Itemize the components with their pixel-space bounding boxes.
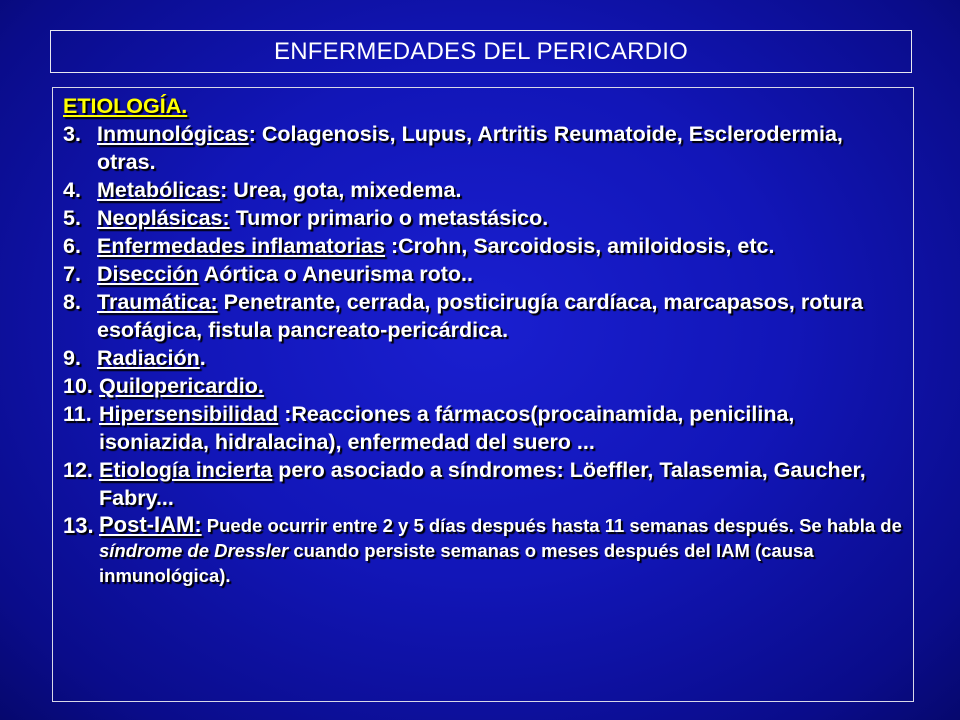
item-rest: Aórtica o Aneurisma roto.. bbox=[198, 262, 473, 286]
item-rest: . bbox=[199, 346, 206, 370]
item-number: 12. bbox=[63, 458, 93, 482]
item-number: 8. bbox=[63, 290, 81, 314]
item-number: 6. bbox=[63, 234, 81, 258]
content-box bbox=[52, 87, 914, 702]
list-item-10 bbox=[63, 372, 903, 400]
item-term: Neoplásicas: bbox=[97, 206, 230, 230]
list-item-3 bbox=[63, 120, 903, 176]
item-term: Hipersensibilidad bbox=[99, 402, 279, 426]
item-number: 3. bbox=[63, 122, 81, 146]
item-number: 11. bbox=[63, 402, 92, 426]
item-text bbox=[97, 344, 903, 372]
item-italic-term: síndrome de Dressler bbox=[99, 540, 289, 561]
list-item-9 bbox=[63, 344, 903, 372]
item-rest: :Reacciones a fármacos(procainamida, penicilina, isoniazida, hidralacina), enfermedad del suero ... bbox=[99, 402, 795, 454]
item-rest-part2: cuando persiste semanas o meses después del IAM (causa inmunológica). bbox=[99, 540, 814, 586]
slide-title-box bbox=[50, 30, 912, 73]
item-number: 9. bbox=[63, 346, 81, 370]
item-term: Disección bbox=[97, 262, 199, 286]
item-term: Metabólicas bbox=[97, 178, 221, 202]
item-number: 4. bbox=[63, 178, 81, 202]
item-rest-part1: Puede ocurrir entre 2 y 5 días después hasta 11 semanas después. Se habla de bbox=[201, 515, 902, 536]
item-number: 7. bbox=[63, 262, 81, 286]
list-item-5 bbox=[63, 204, 903, 232]
list-item-13 bbox=[63, 512, 903, 588]
item-term: Post-IAM: bbox=[99, 512, 202, 537]
item-rest: Tumor primario o metastásico. bbox=[229, 206, 549, 230]
slide-title: ENFERMEDADES DEL PERICARDIO bbox=[274, 37, 688, 65]
item-rest: pero asociado a síndromes: Löeffler, Talasemia, Gaucher, Fabry... bbox=[99, 458, 866, 510]
item-number: 10. bbox=[63, 374, 93, 398]
item-number: 13. bbox=[63, 513, 94, 538]
item-term: Etiología incierta bbox=[99, 458, 273, 482]
item-rest: Penetrante, cerrada, posticirugía cardíaca, marcapasos, rotura esofágica, fistula pancreato-pericárdica. bbox=[97, 290, 863, 342]
item-text bbox=[97, 288, 903, 344]
item-text bbox=[97, 260, 903, 288]
item-term: Enfermedades inflamatorias bbox=[97, 234, 385, 258]
item-text bbox=[99, 512, 903, 588]
item-text bbox=[99, 372, 903, 400]
item-text bbox=[97, 176, 903, 204]
item-term: Traumática: bbox=[97, 290, 218, 314]
list-item-11 bbox=[63, 400, 903, 456]
section-heading: ETIOLOGÍA. bbox=[63, 94, 188, 118]
item-rest: : Urea, gota, mixedema. bbox=[220, 178, 462, 202]
list-item-8 bbox=[63, 288, 903, 344]
item-text bbox=[97, 232, 903, 260]
item-number: 5. bbox=[63, 206, 81, 230]
list-item-12 bbox=[63, 456, 903, 512]
list-item-4 bbox=[63, 176, 903, 204]
item-text bbox=[97, 204, 903, 232]
item-term: Inmunológicas bbox=[97, 122, 249, 146]
item-rest: : Colagenosis, Lupus, Artritis Reumatoide, Esclerodermia, otras. bbox=[97, 122, 843, 174]
item-text bbox=[97, 120, 903, 176]
list-item-6 bbox=[63, 232, 903, 260]
item-term: Quilopericardio. bbox=[99, 374, 264, 398]
item-term: Radiación bbox=[97, 346, 200, 370]
list-item-7 bbox=[63, 260, 903, 288]
item-text bbox=[99, 400, 903, 456]
item-text bbox=[99, 456, 903, 512]
item-rest: :Crohn, Sarcoidosis, amiloidosis, etc. bbox=[384, 234, 775, 258]
